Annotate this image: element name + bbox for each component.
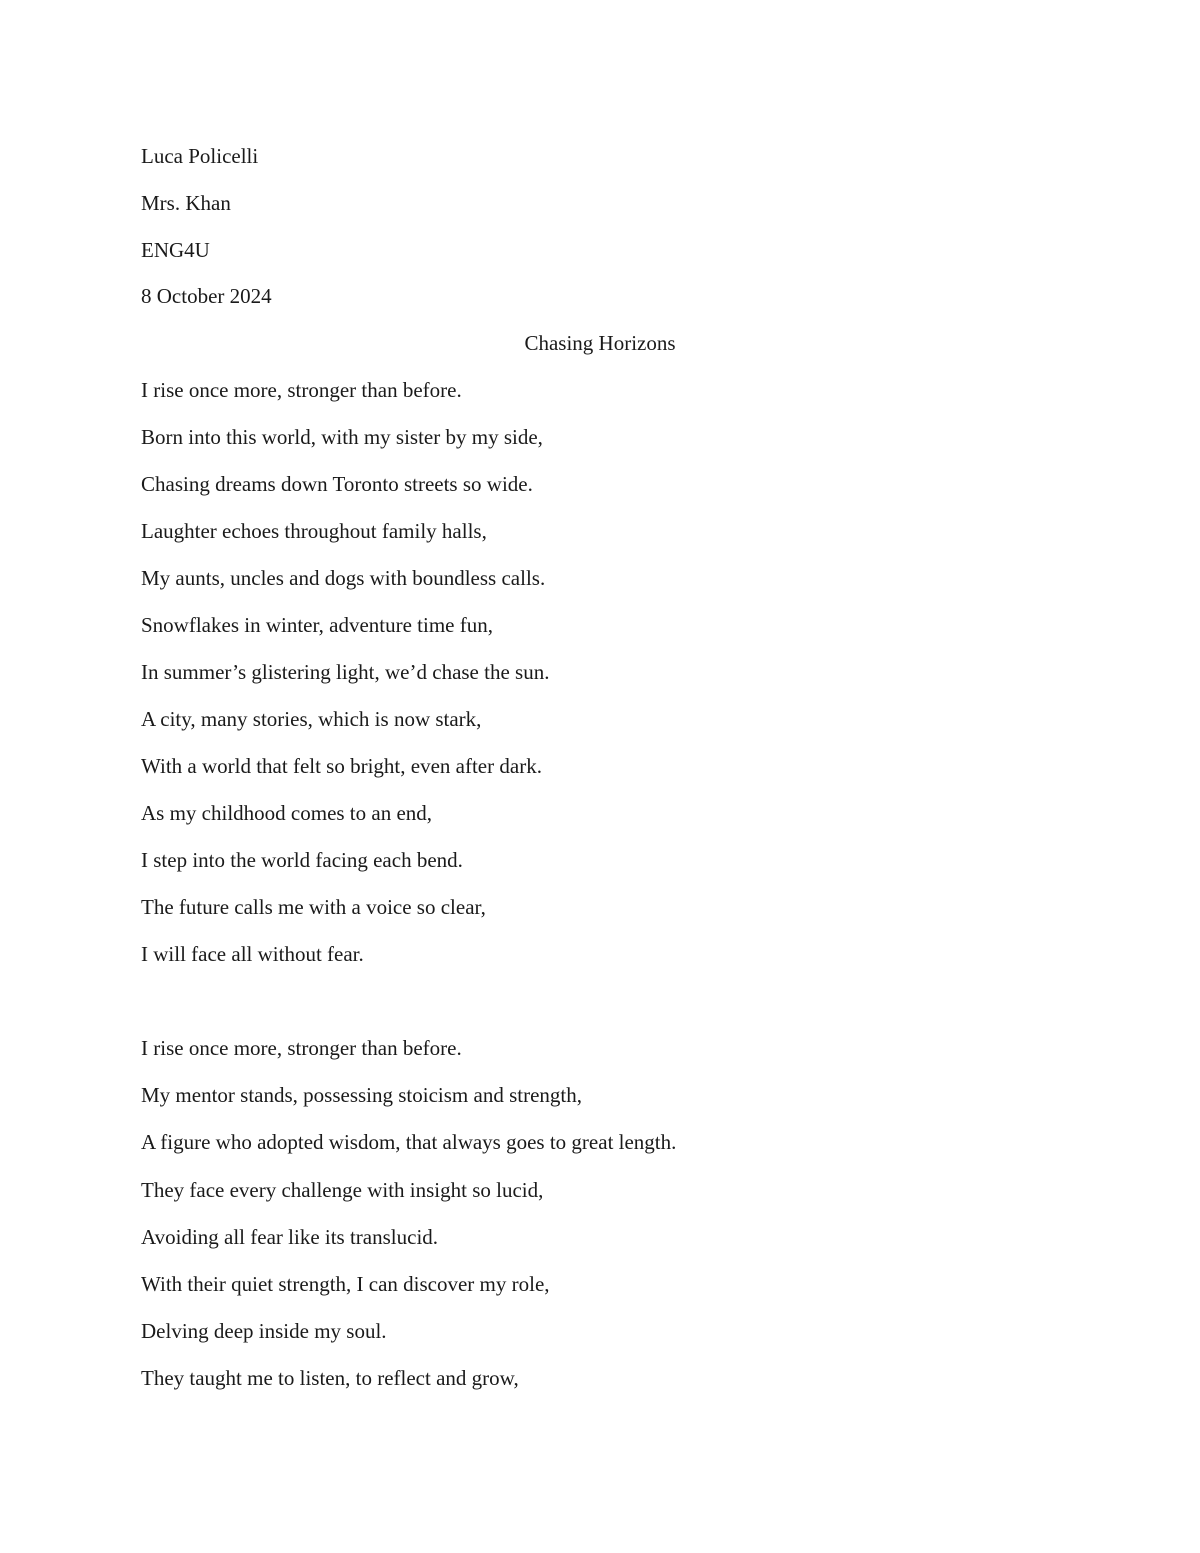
poem-line: A city, many stories, which is now stark, [141,707,482,731]
poem-line: I rise once more, stronger than before. [141,1036,462,1060]
poem-line: Laughter echoes throughout family halls, [141,519,487,543]
poem-title: Chasing Horizons [524,331,676,355]
poem-line: As my childhood comes to an end, [141,801,433,825]
poem-line: Avoiding all fear like its translucid. [141,1225,439,1249]
poem-line: I rise once more, stronger than before. [141,378,462,402]
poem-line: They face every challenge with insight so lucid, [141,1178,544,1202]
poem-line: With a world that felt so bright, even after dark. [141,754,542,778]
poem-line: My mentor stands, possessing stoicism and strength, [141,1083,582,1107]
poem-line: The future calls me with a voice so clear, [141,895,486,919]
poem-line: My aunts, uncles and dogs with boundless calls. [141,566,546,590]
poem-line: Born into this world, with my sister by my side, [141,425,543,449]
student-name: Luca Policelli [141,144,259,168]
poem-line: I will face all without fear. [141,942,364,966]
poem-line: Delving deep inside my soul. [141,1319,387,1343]
poem-line: A figure who adopted wisdom, that always goes to great length. [141,1130,677,1154]
poem-line: I step into the world facing each bend. [141,848,463,872]
poem-line: Snowflakes in winter, adventure time fun, [141,613,493,637]
poem-line: In summer’s glistering light, we’d chase the sun. [141,660,550,684]
poem-line: Chasing dreams down Toronto streets so wide. [141,472,533,496]
teacher-name: Mrs. Khan [141,191,231,215]
document-date: 8 October 2024 [141,284,272,308]
course-code: ENG4U [141,238,210,262]
poem-line: They taught me to listen, to reflect and grow, [141,1366,519,1390]
poem-line: With their quiet strength, I can discover my role, [141,1272,550,1296]
